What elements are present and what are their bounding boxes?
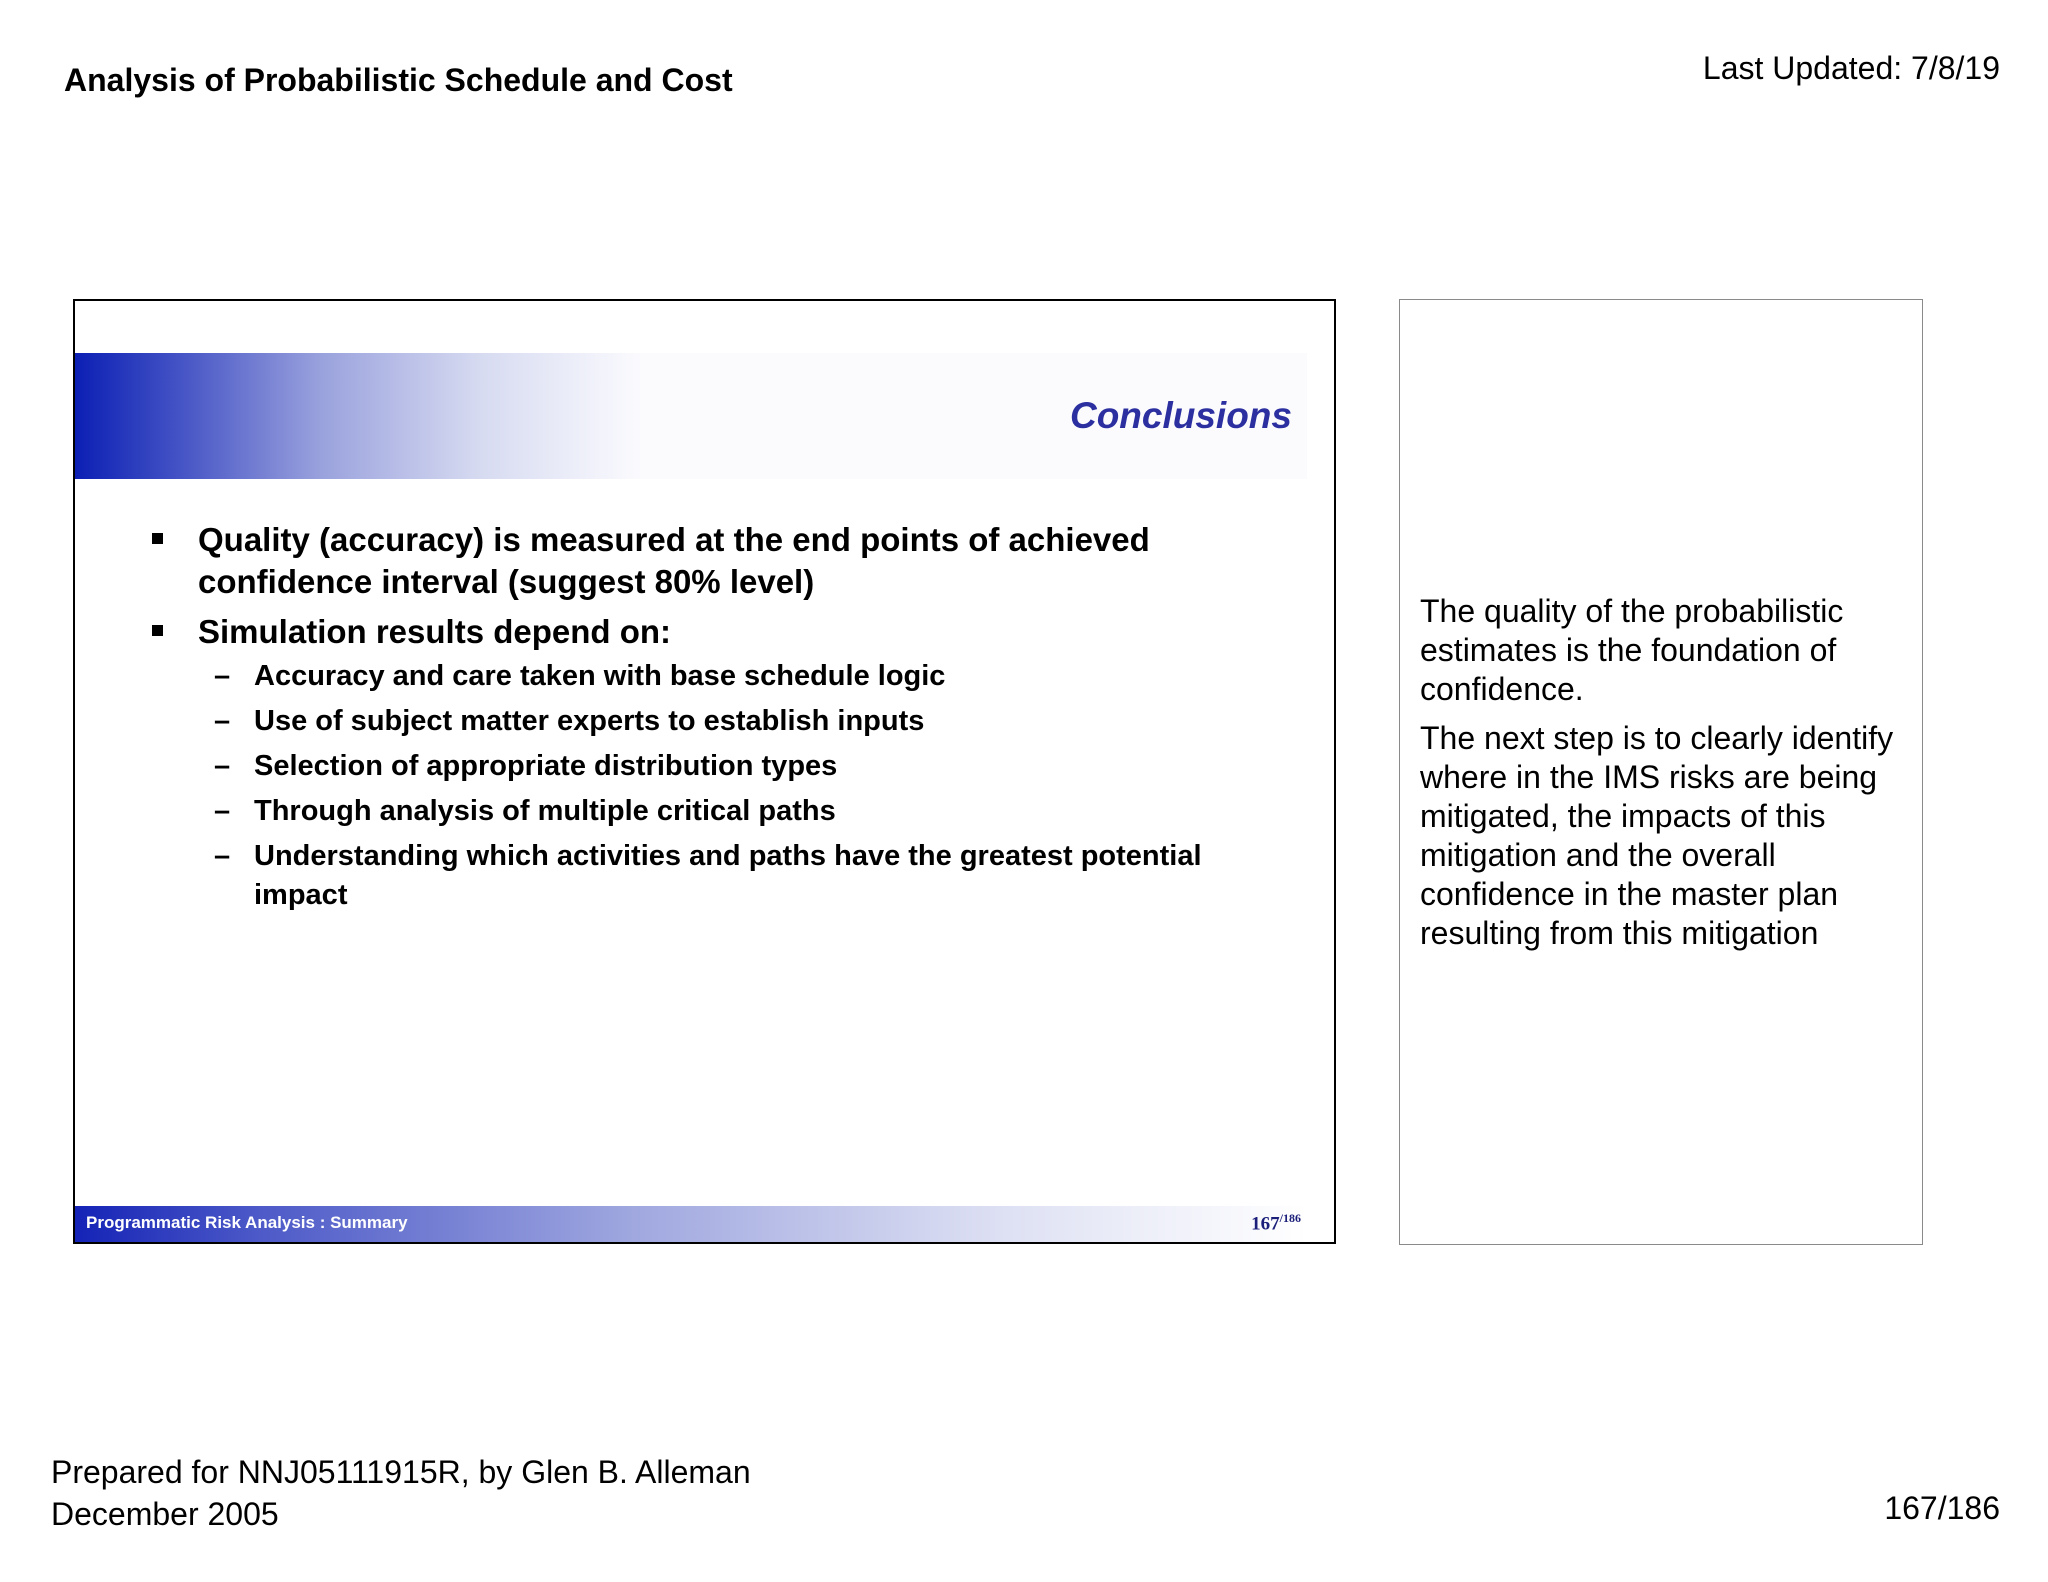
document-title: Analysis of Probabilistic Schedule and Cost xyxy=(64,62,733,98)
slide-sub-bullet-list xyxy=(198,657,1272,915)
slide-bullet xyxy=(152,611,1272,915)
slide-sub-bullet-text: Through analysis of multiple critical paths xyxy=(254,795,836,827)
prepared-by xyxy=(51,1451,751,1535)
notes-paragraph: The next step is to clearly identify where in the IMS risks are being mitigated, the impacts of this mitigation and the overall confidence in the master plan resulting from this mitigation xyxy=(1420,720,1894,951)
slide-page-number xyxy=(1251,1211,1301,1235)
slide-bullet-list xyxy=(152,519,1272,923)
slide-footer-label: Programmatic Risk Analysis : Summary xyxy=(86,1213,408,1232)
document-page-number: 167/186 xyxy=(1884,1490,2000,1526)
slide-sub-bullet-text: Use of subject matter experts to establish inputs xyxy=(254,705,925,737)
slide-page-total: /186 xyxy=(1279,1211,1301,1225)
dash-bullet-icon: – xyxy=(214,840,231,872)
dash-bullet-icon: – xyxy=(214,660,231,692)
square-bullet-icon xyxy=(152,533,163,544)
speaker-notes-box xyxy=(1399,299,1923,1245)
slide-bullet-text: Simulation results depend on: xyxy=(198,613,672,650)
slide-sub-bullet-text: Understanding which activities and paths have the greatest potential impact xyxy=(254,840,1202,911)
slide-thumbnail xyxy=(73,299,1336,1244)
slide-sub-bullet xyxy=(198,837,1272,915)
slide-sub-bullet xyxy=(198,657,1272,696)
dash-bullet-icon: – xyxy=(214,795,231,827)
slide-sub-bullet xyxy=(198,792,1272,831)
dash-bullet-icon: – xyxy=(214,750,231,782)
slide-bullet xyxy=(152,519,1272,603)
slide-sub-bullet xyxy=(198,702,1272,741)
square-bullet-icon xyxy=(152,625,163,636)
last-updated-date: Last Updated: 7/8/19 xyxy=(1702,50,2000,86)
speaker-notes-text xyxy=(1420,592,1915,963)
prepared-date: December 2005 xyxy=(51,1496,279,1532)
slide-sub-bullet-text: Selection of appropriate distribution types xyxy=(254,750,838,782)
slide-title: Conclusions xyxy=(1069,395,1292,436)
slide-page-current: 167 xyxy=(1251,1213,1280,1235)
slide-sub-bullet-text: Accuracy and care taken with base schedule logic xyxy=(254,660,946,692)
notes-paragraph: The quality of the probabilistic estimates is the foundation of confidence. xyxy=(1420,593,1844,707)
prepared-line: Prepared for NNJ05111915R, by Glen B. Alleman xyxy=(51,1454,751,1490)
slide-sub-bullet xyxy=(198,747,1272,786)
dash-bullet-icon: – xyxy=(214,705,231,737)
slide-bullet-text: Quality (accuracy) is measured at the end points of achieved confidence interval (suggest 80% level) xyxy=(198,521,1150,600)
